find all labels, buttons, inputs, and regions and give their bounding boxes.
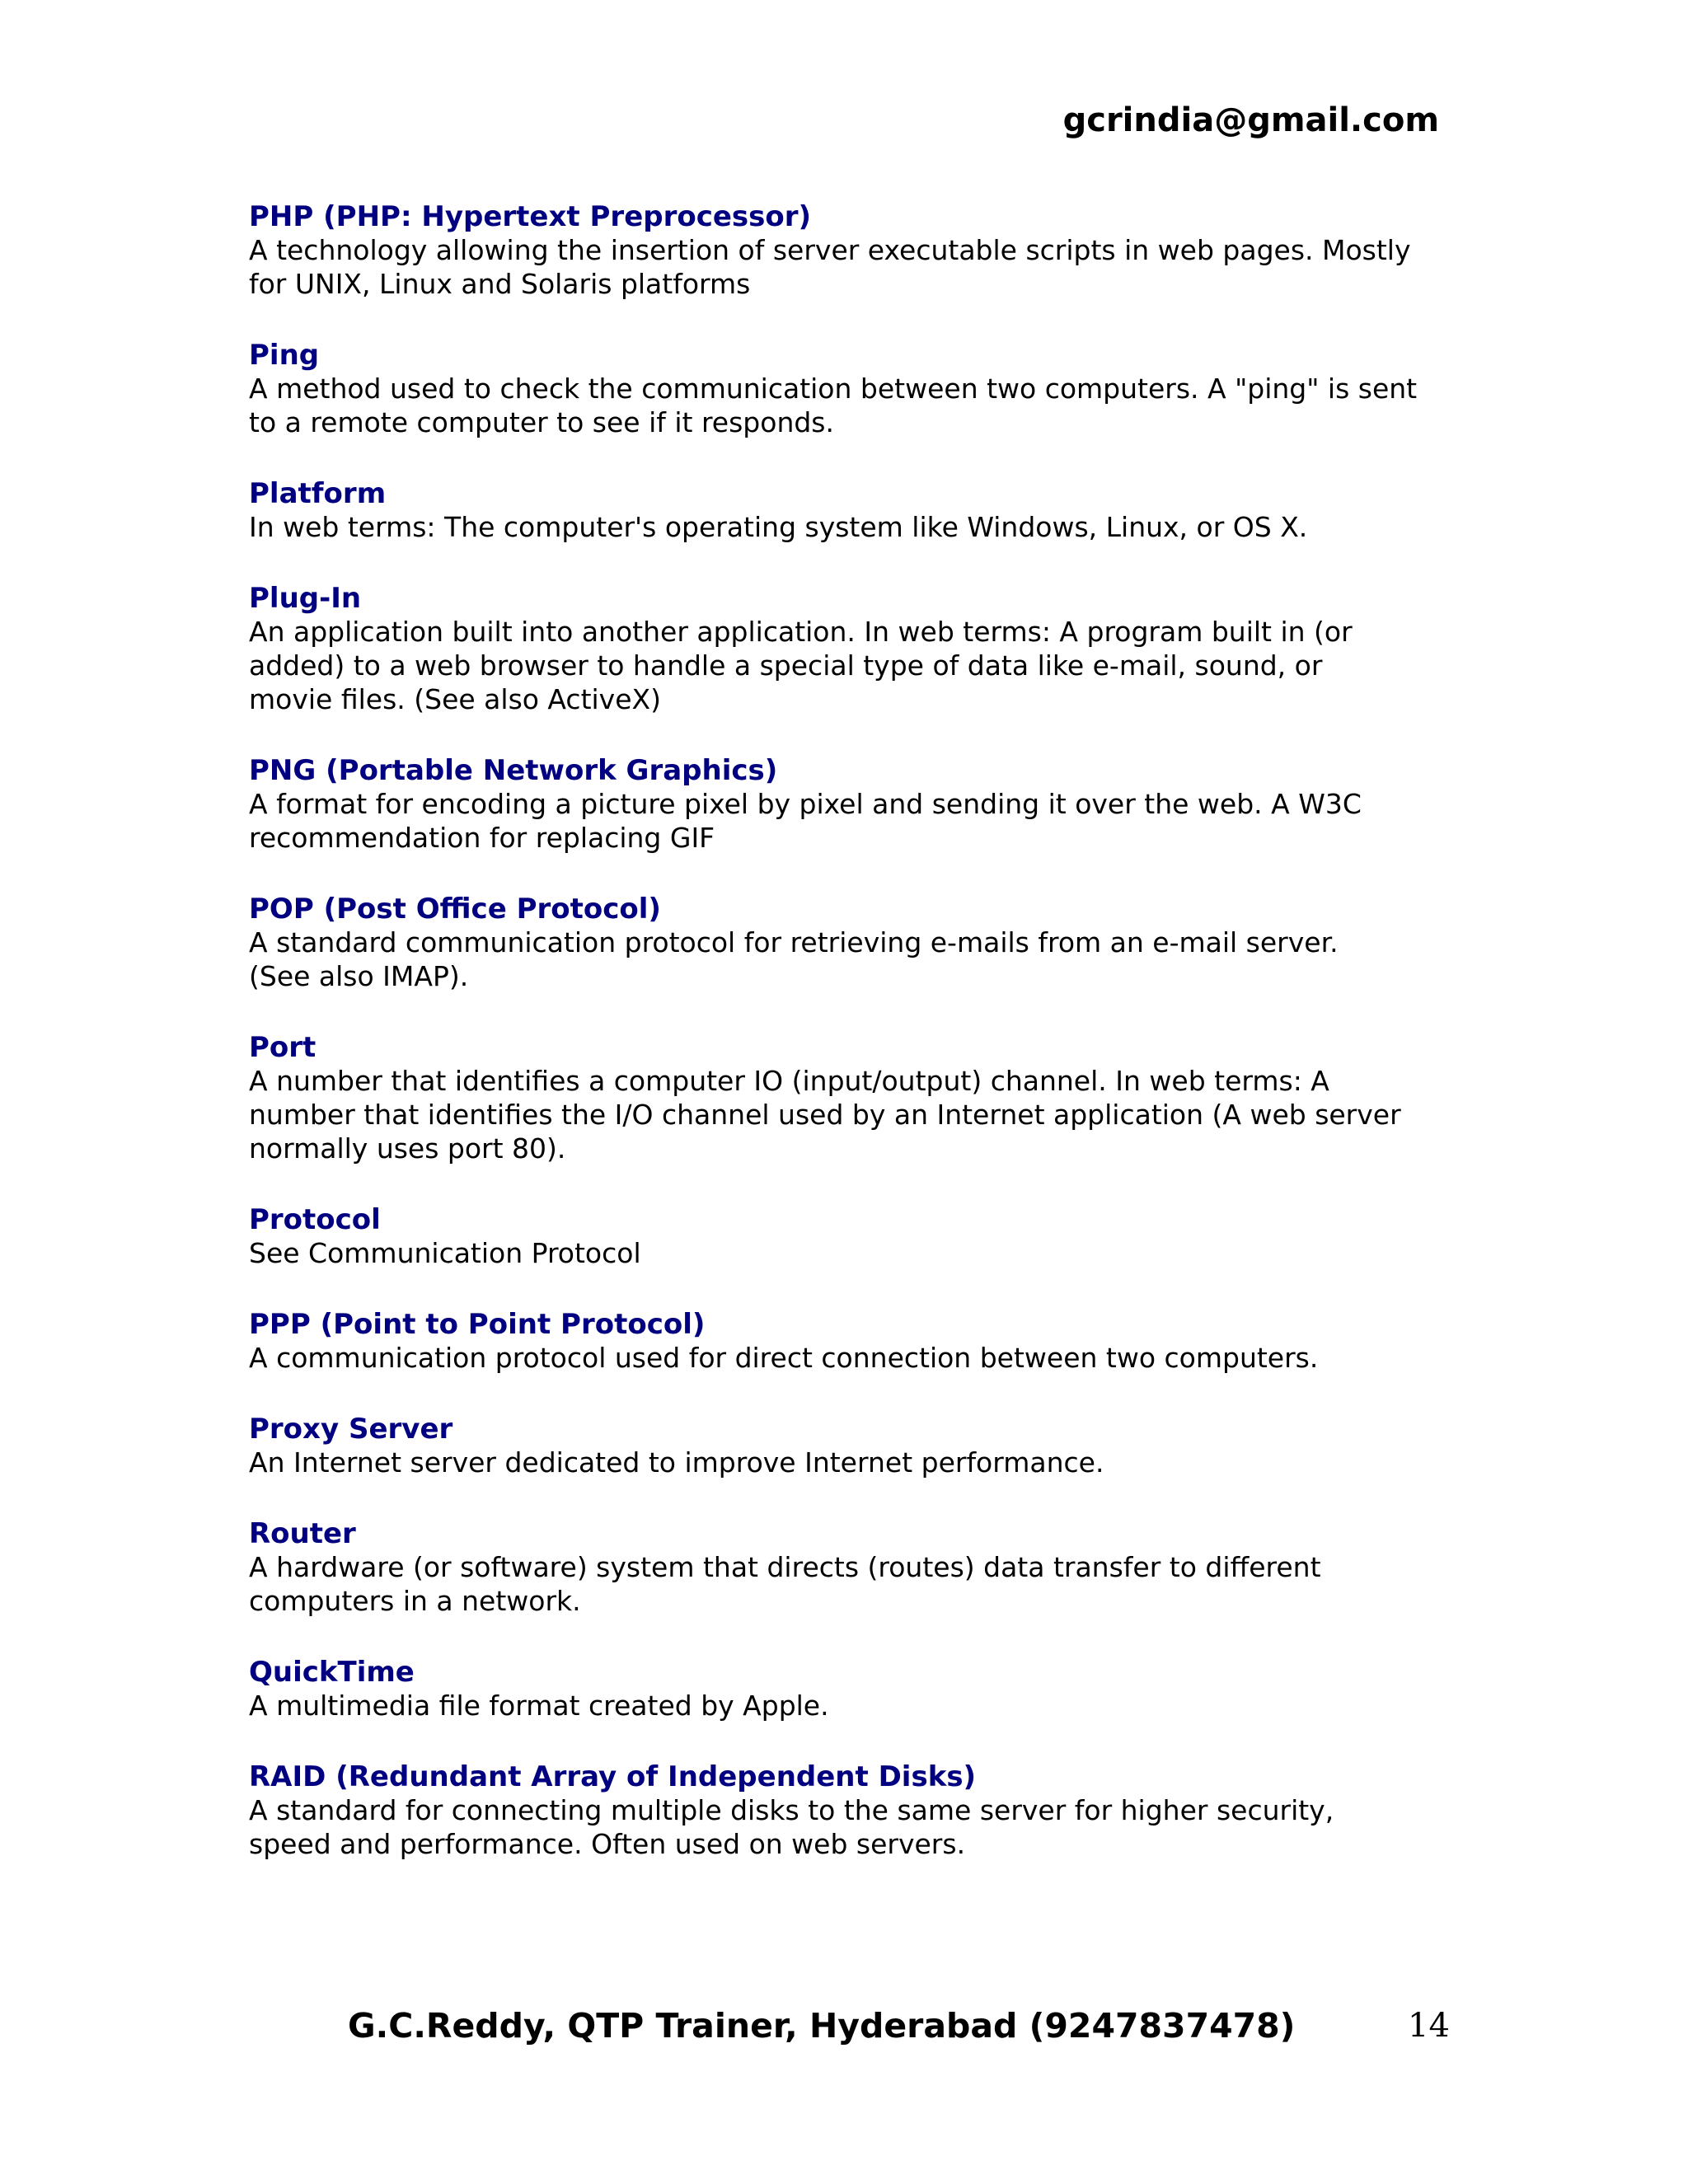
term-heading: POP (Post Office Protocol) xyxy=(249,893,661,926)
term-definition: See Communication Protocol xyxy=(249,1237,641,1269)
term-definition: A standard for connecting multiple disks to the same server for higher security, speed and performance. Often used on web servers. xyxy=(249,1794,1334,1860)
term-heading: Port xyxy=(249,1031,316,1064)
term-heading: Ping xyxy=(249,339,320,372)
term-definition: A format for encoding a picture pixel by pixel and sending it over the web. A W3C recommendation for replacing GIF xyxy=(249,788,1362,854)
term-heading: PPP (Point to Point Protocol) xyxy=(249,1308,706,1341)
term-definition: A technology allowing the insertion of server executable scripts in web pages. Mostly for UNIX, Linux and Solaris platforms xyxy=(249,234,1411,300)
term-heading: QuickTime xyxy=(249,1656,415,1689)
term-heading: PHP (PHP: Hypertext Preprocessor) xyxy=(249,200,812,233)
term-heading: Proxy Server xyxy=(249,1413,453,1446)
page-footer xyxy=(0,2003,1688,2052)
glossary-list xyxy=(249,200,1452,1899)
glossary-entry-port xyxy=(249,1031,1452,1165)
term-definition: An application built into another application. In web terms: A program built in (or added) to a web browser to handle a special type of data like e-mail, sound, or movie files. (See also ActiveX) xyxy=(249,616,1353,715)
term-definition: A multimedia file format created by Apple. xyxy=(249,1690,829,1722)
glossary-entry-platform xyxy=(249,477,1452,544)
glossary-entry-protocol xyxy=(249,1203,1452,1270)
term-heading: Protocol xyxy=(249,1203,381,1236)
term-definition: A method used to check the communication between two computers. A "ping" is sent to a remote computer to see if it responds. xyxy=(249,373,1418,438)
glossary-entry-ping xyxy=(249,339,1452,439)
term-definition: An Internet server dedicated to improve Internet performance. xyxy=(249,1446,1104,1479)
term-heading: RAID (Redundant Array of Independent Disks) xyxy=(249,1760,977,1793)
term-definition: A standard communication protocol for retrieving e-mails from an e-mail server. (See also IMAP). xyxy=(249,926,1339,992)
page-number: 14 xyxy=(1408,2007,1450,2045)
term-definition: A hardware (or software) system that directs (routes) data transfer to different computers in a network. xyxy=(249,1551,1321,1617)
term-definition: A number that identifies a computer IO (input/output) channel. In web terms: A number that identifies the I/O channel used by an Internet application (A web server normally uses port 80). xyxy=(249,1065,1401,1165)
footer-author-line: G.C.Reddy, QTP Trainer, Hyderabad (9247837478) xyxy=(348,2006,1296,2046)
glossary-entry-quicktime xyxy=(249,1656,1452,1722)
header-email: gcrindia@gmail.com xyxy=(1062,101,1439,139)
term-heading: Plug-In xyxy=(249,582,362,615)
glossary-entry-pop xyxy=(249,893,1452,993)
term-heading: Router xyxy=(249,1517,356,1550)
glossary-entry-png xyxy=(249,754,1452,855)
glossary-entry-ppp xyxy=(249,1308,1452,1375)
term-heading: Platform xyxy=(249,477,387,510)
glossary-entry-proxy-server xyxy=(249,1413,1452,1479)
glossary-entry-raid xyxy=(249,1760,1452,1861)
term-heading: PNG (Portable Network Graphics) xyxy=(249,754,778,787)
glossary-entry-php xyxy=(249,200,1452,301)
term-definition: In web terms: The computer's operating system like Windows, Linux, or OS X. xyxy=(249,511,1308,543)
term-definition: A communication protocol used for direct connection between two computers. xyxy=(249,1342,1319,1374)
glossary-entry-router xyxy=(249,1517,1452,1618)
glossary-entry-plug-in xyxy=(249,582,1452,716)
